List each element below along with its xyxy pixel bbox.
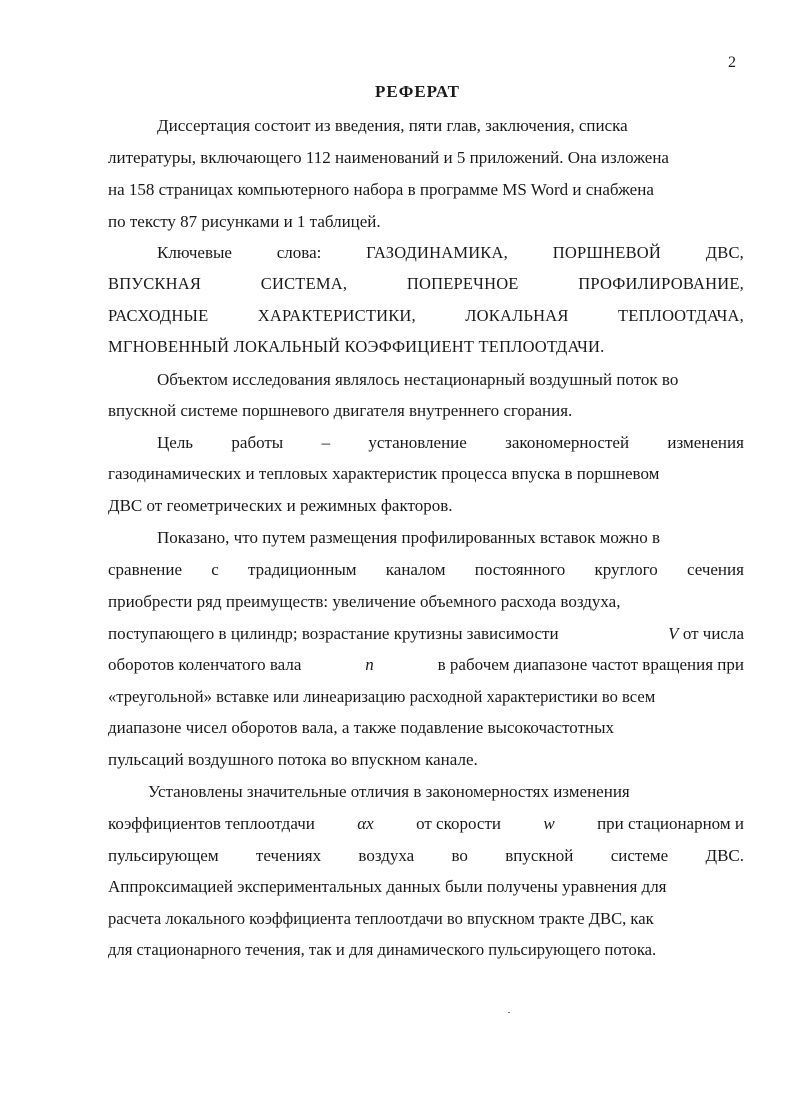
word: Цель [157,433,194,452]
variable-w: w [543,814,555,833]
shown-line3: приобрести ряд преимуществ: увеличение объемного расхода воздуха, [108,592,621,611]
text: оборотов коленчатого вала [108,655,302,674]
para1-line3: на 158 страницах компьютерного набора в программе MS Word и снабжена [108,180,654,199]
word: постоянного [474,560,566,579]
word: – [321,433,331,452]
word: ДВС. [705,846,744,865]
keyword: ЛОКАЛЬНАЯ [465,306,569,325]
word: закономерностей [505,433,630,452]
keyword: ВПУСКНАЯ [108,274,202,293]
word: работы [231,433,284,452]
found-line3 [108,846,744,866]
word: Ключевые [157,243,232,262]
word: круглого [594,560,658,579]
word: традиционным [248,560,357,579]
word: сравнение [108,560,183,579]
keyword: ПРОФИЛИРОВАНИЕ, [578,274,744,293]
found-line4: Аппроксимацией экспериментальных данных были получены уравнения для [108,877,667,896]
word: впускной [505,846,574,865]
word: течениях [255,846,322,865]
word: каналом [385,560,446,579]
para1-line2: литературы, включающего 112 наименований и 5 приложений. Она изложена [108,148,669,167]
keyword: ТЕПЛООТДАЧА, [618,306,744,325]
goal-line3: ДВС от геометрических и режимных факторов. [108,496,453,515]
page-title: РЕФЕРАТ [375,82,460,101]
keywords-line2 [108,274,744,294]
shown-line7: диапазоне чисел оборотов вала, а также подавление высокочастотных [108,718,615,737]
text: поступающего в цилиндр; возрастание крутизны зависимости [108,624,559,643]
keyword: ПОПЕРЕЧНОЕ [406,274,519,293]
variable-v: V [668,624,679,643]
shown-line8: пульсаций воздушного потока во впускном канале. [108,750,478,769]
text: коэффициентов теплоотдачи [108,814,315,833]
goal-line1 [157,433,744,453]
keywords-line4: МГНОВЕННЫЙ ЛОКАЛЬНЫЙ КОЭФФИЦИЕНТ ТЕПЛООТДАЧИ. [108,337,605,356]
keyword: ГАЗОДИНАМИКА, [366,243,508,262]
text: при стационарном и [597,814,744,833]
variable-alpha: αx [357,814,374,833]
keywords-line3 [108,306,744,326]
keyword: СИСТЕМА, [260,274,348,293]
found-line1: Установлены значительные отличия в закономерностях изменения [148,782,630,801]
word: слова: [276,243,322,262]
text: от числа [682,624,744,643]
keyword: ПОРШНЕВОЙ [552,243,662,262]
word: изменения [667,433,744,452]
object-line2: впускной системе поршневого двигателя внутреннего сгорания. [108,401,573,420]
shown-line6: «треугольной» вставке или линеаризацию расходной характеристики во всем [108,687,656,706]
keyword: ДВС, [705,243,744,262]
word: установление [368,433,467,452]
variable-n: n [365,655,374,674]
goal-line2: газодинамических и тепловых характеристик процесса впуска в поршневом [108,464,660,483]
keyword: РАСХОДНЫЕ [108,306,209,325]
text: от скорости [416,814,501,833]
keywords-line1 [157,243,744,263]
shown-line1: Показано, что путем размещения профилированных вставок можно в [157,528,661,547]
word: с [211,560,219,579]
word: во [451,846,468,865]
word: воздуха [358,846,415,865]
keyword: ХАРАКТЕРИСТИКИ, [257,306,416,325]
shown-line2 [108,560,744,580]
scan-speck [508,1012,510,1013]
page-number: 2 [728,54,736,71]
found-line2 [108,814,744,834]
text-line: Диссертация состоит из введения, пяти глав, заключения, списка [157,116,628,135]
para1-line4: по тексту 87 рисунками и 1 таблицей. [108,212,381,231]
word: сечения [686,560,744,579]
found-line6: для стационарного течения, так и для динамического пульсирующего потока. [108,940,657,959]
word: пульсирующем [108,846,219,865]
object-line1: Объектом исследования являлось нестационарный воздушный поток во [157,370,679,389]
found-line5: расчета локального коэффициента теплоотдачи во впускном тракте ДВС, как [108,909,654,928]
word: системе [610,846,669,865]
shown-line4 [108,624,744,644]
shown-line5 [108,655,744,675]
para1-line1 [157,116,744,136]
text: в рабочем диапазоне частот вращения при [437,655,744,674]
